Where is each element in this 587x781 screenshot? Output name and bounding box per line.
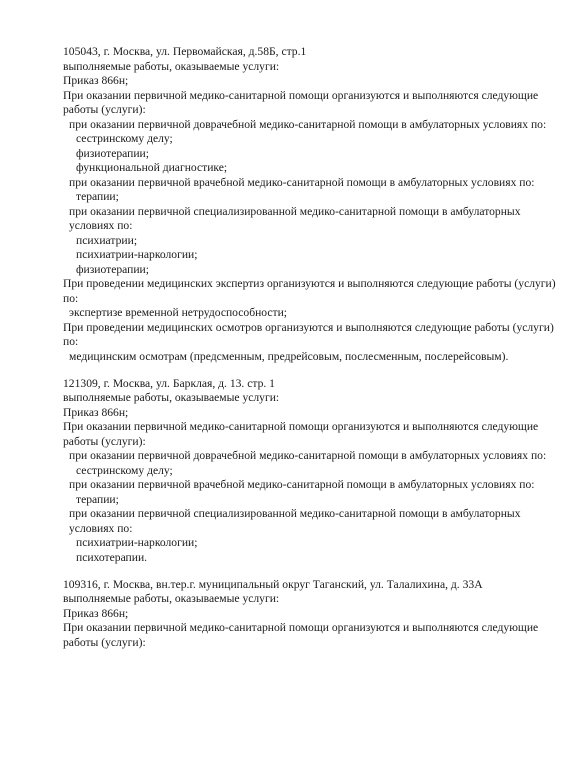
- document-page: [63, 45, 563, 663]
- text-line: выполняемые работы, оказываемые услуги:: [63, 592, 280, 605]
- text-line: физиотерапии;: [76, 262, 149, 276]
- text-line: психиатрии-наркологии;: [76, 248, 198, 261]
- text-line: экспертизе временной нетрудоспособности;: [69, 306, 288, 319]
- text-line: при оказании первичной врачебной медико-санитарной помощи в амбулаторных условиях по:: [69, 478, 535, 491]
- text-line: терапии;: [76, 492, 119, 506]
- address-line: 121309, г. Москва, ул. Барклая, д. 13. стр. 1: [63, 376, 275, 390]
- address-block: [63, 377, 563, 566]
- text-line: При оказании первичной медико-санитарной помощи организуются и выполняются следующие работы (услуги):: [63, 420, 539, 448]
- text-line: при оказании первичной врачебной медико-санитарной помощи в амбулаторных условиях по:: [69, 175, 535, 189]
- text-line: функциональной диагностике;: [76, 161, 228, 174]
- text-line: психиатрии-наркологии;: [76, 536, 198, 549]
- text-line: Приказ 866н;: [63, 74, 129, 87]
- text-line: При оказании первичной медико-санитарной помощи организуются и выполняются следующие работы (услуги):: [63, 88, 539, 116]
- text-line: Приказ 866н;: [63, 606, 129, 620]
- text-line: Приказ 866н;: [63, 405, 129, 419]
- text-line: медицинским осмотрам (предсменным, предрейсовым, послесменным, послерейсовым).: [69, 349, 509, 363]
- text-line: психотерапии.: [76, 550, 148, 564]
- address-block: [63, 45, 563, 364]
- address-line: 109316, г. Москва, вн.тер.г. муниципальный округ Таганский, ул. Талалихина, д. 33А: [63, 577, 483, 591]
- text-line: терапии;: [76, 190, 119, 203]
- text-line: При проведении медицинских экспертиз организуются и выполняются следующие работы (услуги) по:: [63, 277, 556, 305]
- text-line: физиотерапии;: [76, 146, 149, 160]
- text-line: выполняемые работы, оказываемые услуги:: [63, 391, 280, 404]
- text-line: При проведении медицинских осмотров организуются и выполняются следующие работы (услуги) по:: [63, 320, 554, 348]
- text-line: при оказании первичной специализированной медико-санитарной помощи в амбулаторных условиях по:: [69, 204, 521, 232]
- text-line: при оказании первичной доврачебной медико-санитарной помощи в амбулаторных условиях по:: [69, 449, 547, 462]
- text-line: выполняемые работы, оказываемые услуги:: [63, 59, 280, 73]
- text-line: сестринскому делу;: [76, 463, 173, 477]
- text-line: При оказании первичной медико-санитарной помощи организуются и выполняются следующие работы (услуги):: [63, 621, 539, 649]
- text-line: психиатрии;: [76, 233, 138, 247]
- address-block: [63, 578, 563, 651]
- address-line: 105043, г. Москва, ул. Первомайская, д.58Б, стр.1: [63, 45, 307, 58]
- text-line: при оказании первичной специализированной медико-санитарной помощи в амбулаторных условиях по:: [69, 507, 521, 535]
- text-line: сестринскому делу;: [76, 132, 173, 145]
- text-line: при оказании первичной доврачебной медико-санитарной помощи в амбулаторных условиях по:: [69, 117, 547, 131]
